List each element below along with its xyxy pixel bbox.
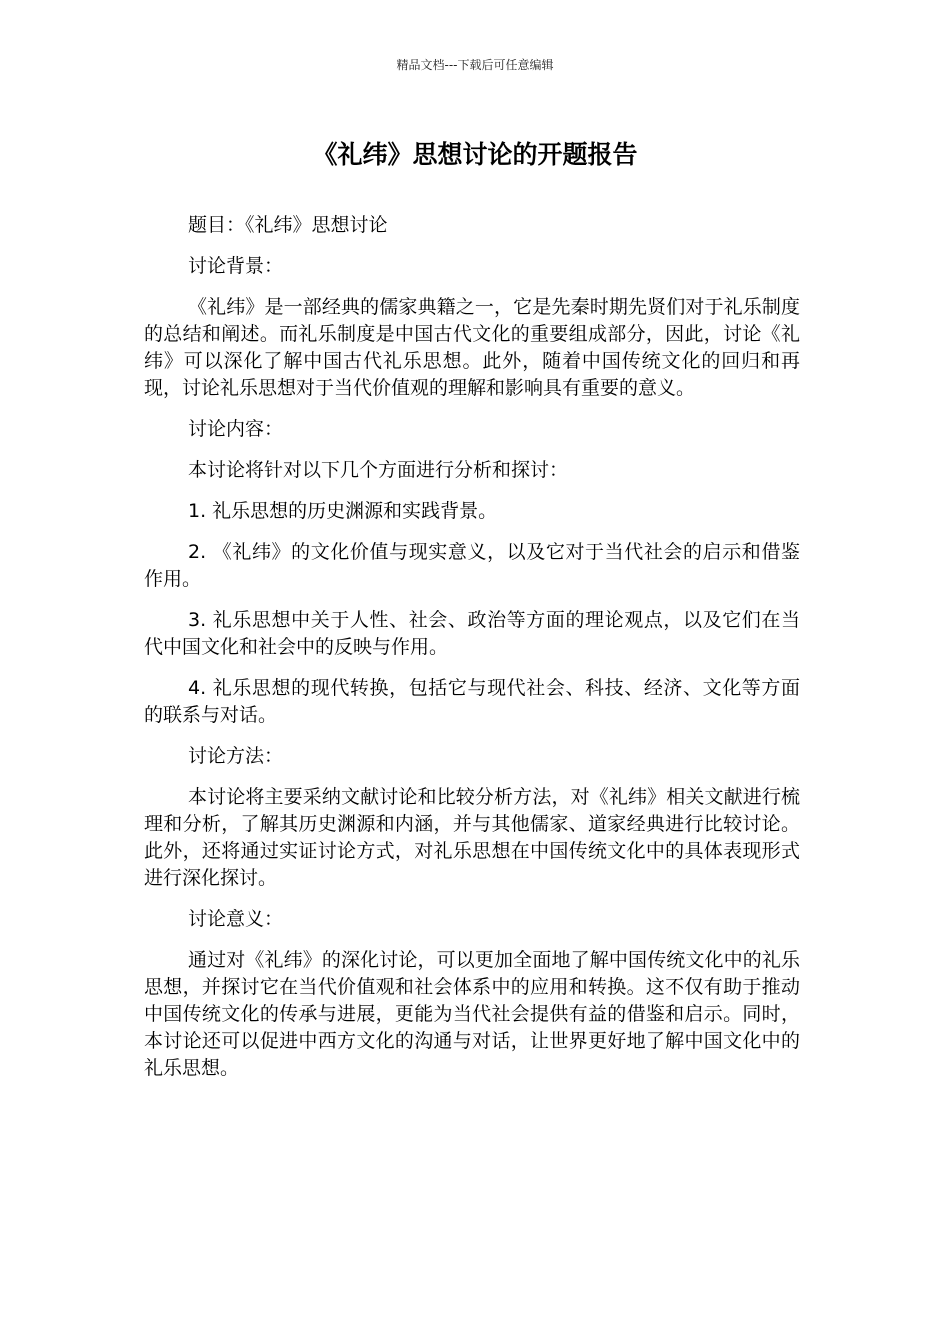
topic-line: 题目：《礼纬》思想讨论 — [188, 214, 388, 236]
method-paragraph: 本讨论将主要采纳文献讨论和比较分析方法，对《礼纬》相关文献进行梳理和分析，了解其历史渊源和内涵，并与其他儒家、道家经典进行比较讨论。此外，还将通过实证讨论方式，对礼乐思想在中国传统文化中的具体表现形式进行深化探讨。 — [144, 786, 800, 889]
document-body — [144, 212, 800, 1096]
content-item-3: 3. 礼乐思想中关于人性、社会、政治等方面的理论观点，以及它们在当代中国文化和社会中的反映与作用。 — [144, 609, 800, 658]
section-heading-significance: 讨论意义： — [188, 908, 284, 930]
content-item-4: 4. 礼乐思想的现代转换，包括它与现代社会、科技、经济、文化等方面的联系与对话。 — [144, 677, 800, 726]
section-heading-background: 讨论背景： — [188, 255, 284, 277]
content-item-1: 1. 礼乐思想的历史渊源和实践背景。 — [188, 500, 498, 522]
header-note: 精品文档---下载后可任意编辑 — [396, 58, 554, 72]
section-heading-method: 讨论方法： — [188, 745, 284, 767]
document-title: 《礼纬》思想讨论的开题报告 — [312, 140, 638, 169]
significance-paragraph: 通过对《礼纬》的深化讨论，可以更加全面地了解中国传统文化中的礼乐思想，并探讨它在当代价值观和社会体系中的应用和转换。这不仅有助于推动中国传统文化的传承与进展，更能为当代社会提供有益的借鉴和启示。同时，本讨论还可以促进中西方文化的沟通与对话，让世界更好地了解中国文化中的礼乐思想。 — [144, 949, 800, 1079]
content-item-2: 2. 《礼纬》的文化价值与现实意义，以及它对于当代社会的启示和借鉴作用。 — [144, 541, 800, 590]
content-intro-paragraph: 本讨论将针对以下几个方面进行分析和探讨： — [188, 459, 569, 481]
background-paragraph: 《礼纬》是一部经典的儒家典籍之一，它是先秦时期先贤们对于礼乐制度的总结和阐述。而礼乐制度是中国古代文化的重要组成部分，因此，讨论《礼纬》可以深化了解中国古代礼乐思想。此外，随着中国传统文化的回归和再现，讨论礼乐思想对于当代价值观的理解和影响具有重要的意义。 — [144, 296, 800, 399]
section-heading-content: 讨论内容： — [188, 418, 284, 440]
